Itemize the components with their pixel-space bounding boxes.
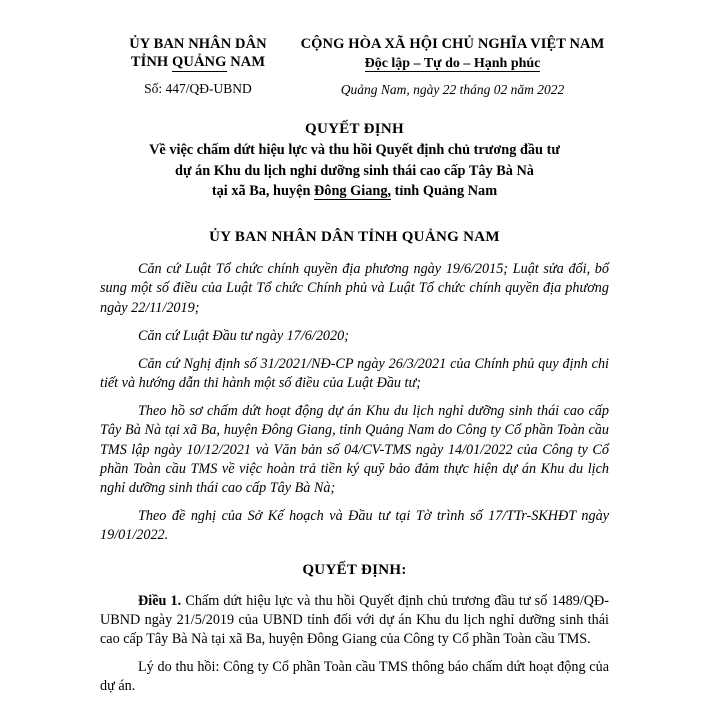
document-title-block [100,120,609,201]
article-1 [100,592,609,650]
national-heading-block [296,36,609,98]
document-subject-line-2: dự án Khu du lịch nghỉ dưỡng sinh thái cao cấp Tây Bà Nà [175,162,534,179]
organization-line-2 [100,54,296,73]
issuing-body-heading: ỦY BAN NHÂN DÂN TỈNH QUẢNG NAM [209,229,500,246]
article-1-label: Điều 1. [138,592,182,609]
decision-heading: QUYẾT ĐỊNH: [302,561,407,578]
article-1-text: Chấm dứt hiệu lực và thu hồi Quyết định chủ trương đầu tư số 1489/QĐ-UBND ngày 21/5/2019 của UBND tỉnh đối với dự án Khu du lịch nghỉ dưỡng sinh thái cao cấp Tây Bà Nà tại xã Ba, huyện Đông Giang của Công ty Cổ phần Toàn cầu TMS. [100,592,609,647]
organization-line-2-underlined: QUẢNG [172,54,226,73]
document-body [100,260,609,696]
revocation-reason-paragraph: Lý do thu hồi: Công ty Cổ phần Toàn cầu TMS thông báo chấm dứt hoạt động của dự án. [100,659,609,695]
document-subject-line-3-underlined: Đông Giang, [313,183,392,200]
document-type-title: QUYẾT ĐỊNH [305,120,404,137]
document-subject-line-3-suffix: tỉnh Quảng Nam [391,183,498,200]
preamble-paragraph: Theo đề nghị của Sở Kế hoạch và Đầu tư tại Tờ trình số 17/TTr-SKHĐT ngày 19/01/2022. [100,508,609,544]
national-title: CỘNG HÒA XÃ HỘI CHỦ NGHĨA VIỆT NAM [300,36,605,52]
preamble-paragraph: Theo hồ sơ chấm dứt hoạt động dự án Khu du lịch nghỉ dưỡng sinh thái cao cấp Tây Bà Nà tại xã Ba, huyện Đông Giang, tỉnh Quảng Nam do Công ty Cổ phần Toàn cầu TMS lập ngày 10/12/2021 và Văn bản số 04/CV-TMS ngày 14/01/2022 của Công ty Cổ phần Toàn cầu TMS về việc hoàn trả tiền ký quỹ bảo đảm thực hiện dự án Khu du lịch nghỉ dưỡng sinh thái cao cấp Tây Bà Nà; [100,403,609,496]
national-motto [296,55,609,72]
document-subject-line-3 [100,182,609,201]
national-motto-text: Độc lập – Tự do – Hạnh phúc [364,55,541,71]
organization-line-2-suffix: NAM [226,53,266,70]
organization-line-2-prefix: TỈNH [130,53,173,70]
preamble-paragraph: Căn cứ Luật Tổ chức chính quyền địa phương ngày 19/6/2015; Luật sửa đổi, bổ sung một số điều của Luật Tổ chức Chính phủ và Luật Tổ chức chính quyền địa phương ngày 22/11/2019; [100,261,609,316]
document-number: Số: 447/QĐ-UBND [144,81,252,97]
document-subject-line-1: Về việc chấm dứt hiệu lực và thu hồi Quyết định chủ trương đầu tư [149,141,560,158]
organization-line-1: ỦY BAN NHÂN DÂN [129,36,267,52]
organization-name [100,36,296,72]
issuing-authority-block [100,36,296,98]
document-subject-line-3-prefix: tại xã Ba, huyện [211,183,314,200]
preamble-paragraph: Căn cứ Nghị định số 31/2021/NĐ-CP ngày 26/3/2021 của Chính phủ quy định chi tiết và hướng dẫn thi hành một số điều của Luật Đầu tư; [100,355,609,392]
preamble-paragraph: Căn cứ Luật Đầu tư ngày 17/6/2020; [138,327,349,344]
place-and-date: Quảng Nam, ngày 22 tháng 02 năm 2022 [340,81,565,97]
document-header [100,0,609,98]
